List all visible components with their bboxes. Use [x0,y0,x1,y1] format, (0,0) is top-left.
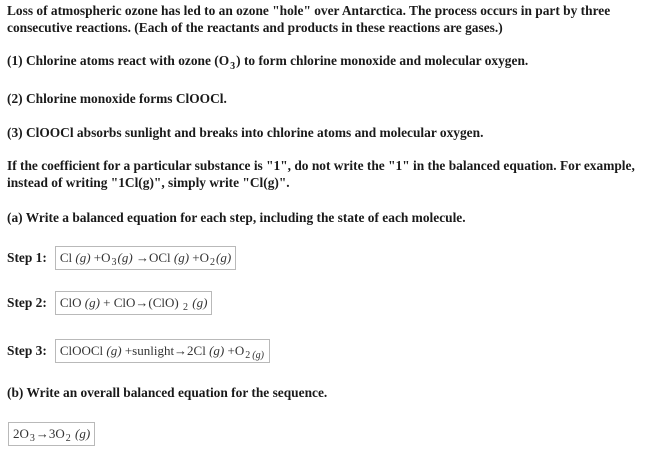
eq-text: +O [192,250,210,265]
step-3-label: Step 3: [7,343,47,358]
state-label: (g) [106,343,122,358]
step-3-row [7,336,270,366]
instruction-paragraph: If the coefficient for a particular substance is "1", do not write the "1" in the balanced equation. For example, instead of writing "1Cl(g)", simply write "Cl(g)". [7,158,635,190]
intro-paragraph: Loss of atmospheric ozone has led to an ozone "hole" over Antarctica. The process occurs in part by three consecutive reactions. (Each of the reactants and products in these reactions are gases.) [7,3,611,35]
part-b-prompt: (b) Write an overall balanced equation for the sequence. [7,385,328,400]
step-2-label: Step 2: [7,295,47,310]
step-1-row [7,243,236,273]
state-label: (g) [173,250,190,265]
state-label: (g) [252,349,264,361]
eq-text: ClOOCl [59,343,104,358]
subscript: 2 [65,432,71,444]
eq-text: →OCl [135,250,171,265]
eq-text: + ClO→(ClO) [103,295,179,310]
state-label: (g) [192,295,208,310]
eq-text: →3O [35,426,65,441]
state-label: (g) [75,426,91,441]
eq-text: +sunlight→2Cl [124,343,206,358]
step-1-label: Step 1: [7,250,47,265]
state-label: (g) [75,250,91,265]
state-label: (g) [216,250,232,265]
reaction-1-subscript: 3 [230,61,236,72]
state-label: (g) [84,295,100,310]
subscript: 3 [111,256,117,268]
subscript: 2 [210,256,216,268]
reaction-1-prefix: (1) Chlorine atoms react with ozone (O [7,53,230,68]
reaction-3-text: (3) ClOOCl absorbs sunlight and breaks into chlorine atoms and molecular oxygen. [7,125,484,140]
overall-answer-field[interactable] [8,422,95,446]
step-1-answer-field[interactable] [55,246,236,270]
subscript: 2 [245,349,251,361]
reaction-1-text [7,52,643,71]
eq-text: Cl [59,250,73,265]
step-2-answer-field[interactable] [55,291,213,315]
eq-text: ClO [59,295,82,310]
subscript: 2 [183,301,188,313]
subscript: 3 [29,432,35,444]
state-label: (g) [117,250,133,265]
reaction-2-text: (2) Chlorine monoxide forms ClOOCl. [7,91,227,106]
reaction-1-suffix: ) to form chlorine monoxide and molecular oxygen. [236,53,529,68]
eq-text: +O [93,250,111,265]
state-label: (g) [209,343,225,358]
eq-text: +O [227,343,245,358]
eq-text: 2O [13,426,29,441]
step-2-row [7,288,212,318]
step-3-answer-field[interactable] [55,339,270,363]
part-a-prompt: (a) Write a balanced equation for each step, including the state of each molecule. [7,210,466,225]
